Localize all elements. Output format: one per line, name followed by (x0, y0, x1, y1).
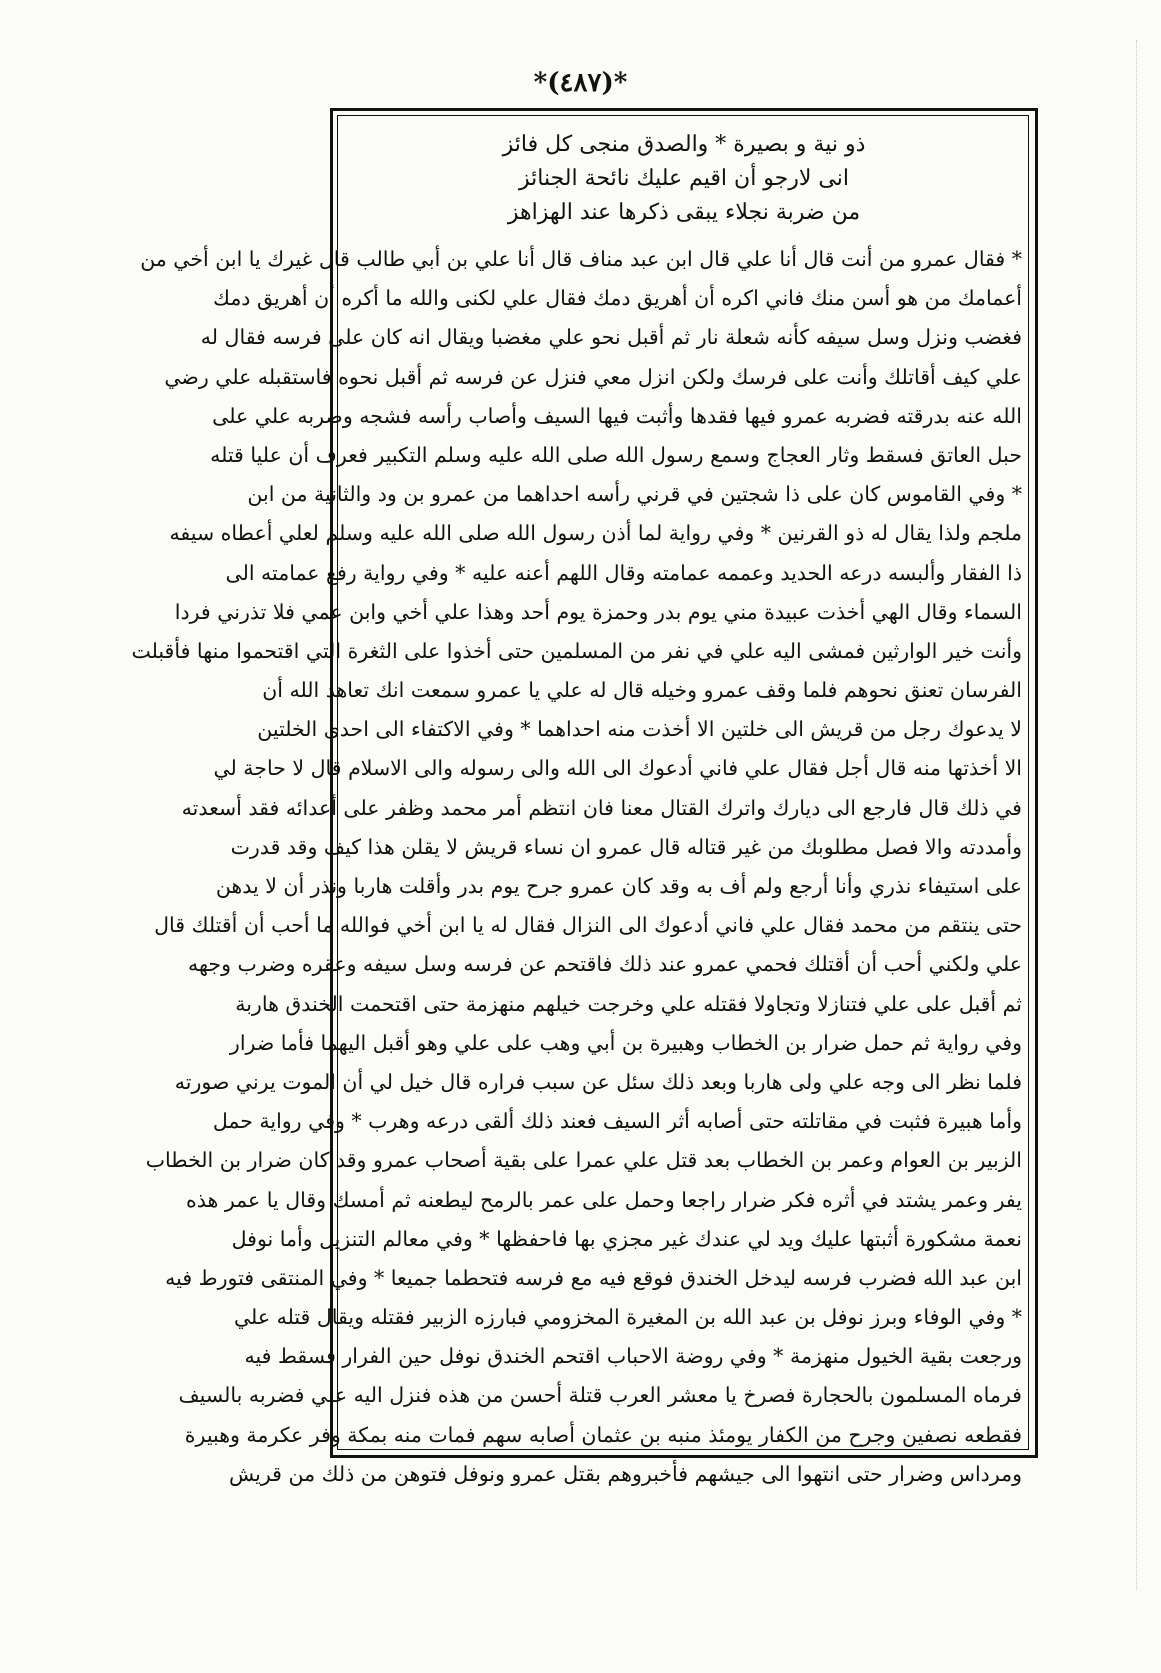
poem-block (350, 128, 1018, 230)
text-line: الفرسان تعنق نحوهم فلما وقف عمرو وخيله قال له علي يا عمرو سمعت انك تعاهد الله أن (262, 678, 1022, 703)
text-line: فقطعه نصفين وجرح من الكفار يومئذ منبه بن عثمان أصابه سهم فمات منه بمكة وفر عكرمة وهبيرة (184, 1422, 1022, 1447)
text-line: فغضب ونزل وسل سيفه كأنه شعلة نار ثم أقبل نحو علي مغضبا ويقال انه كان على فرسه فقال له (200, 325, 1022, 350)
page-number: *(٤٨٧)* (533, 68, 628, 98)
body-text (131, 240, 1022, 1494)
text-line: لا يدعوك رجل من قريش الى خلتين الا أخذت منه احداهما * وفي الاكتفاء الى احدى الخلتين (257, 717, 1022, 742)
text-line: علي ولكني أحب أن أقتلك فحمي عمرو عند ذلك فاقتحم عن فرسه وسل سيفه وعقره وضرب وجهه (187, 952, 1022, 977)
text-line: حبل العاتق فسقط وثار العجاج وسمع رسول الله صلى الله عليه وسلم التكبير فعرف أن عليا قتله (210, 442, 1022, 467)
text-line: فرماه المسلمون بالحجارة فصرخ يا معشر العرب قتلة أحسن من هذه فنزل اليه علي فضربه بالسيف (178, 1383, 1022, 1408)
text-line: أعمامك من هو أسن منك فاني اكره أن أهريق دمك فقال علي لكنى والله ما أكره أن أهريق دمك (213, 286, 1022, 311)
text-line: وأما هبيرة فثبت في مقاتلته حتى أصابه أثر السيف فعند ذلك ألقى درعه وهرب * وفي رواية حمل (212, 1109, 1022, 1134)
text-line: وفي رواية ثم حمل ضرار بن الخطاب وهبيرة بن أبي وهب على علي وهو أقبل اليهما فأما ضرار (229, 1030, 1022, 1055)
page-edge-marks (1134, 40, 1137, 1590)
text-line: ومرداس وضرار حتى انتهوا الى جيشهم فأخبروهم بقتل عمرو ونوفل فتوهن من ذلك من قريش (229, 1461, 1022, 1486)
text-line: وأمددته والا فصل مطلوبك من غير قتاله قال عمرو ان نساء قريش لا يقلن هذا كيف وقد قدرت (230, 834, 1022, 859)
text-line: السماء وقال الهي أخذت عبيدة مني يوم بدر وحمزة يوم أحد وهذا علي أخي وابن عمي فلا تذرني فردا (174, 599, 1022, 624)
text-line: ملجم ولذا يقال له ذو القرنين * وفي رواية لما أذن رسول الله صلى الله عليه وسلم لعلي أعطاه سيفه (169, 521, 1022, 546)
text-line: ورجعت بقية الخيول منهزمة * وفي روضة الاحباب اقتحم الخندق نوفل حين الفرار فسقط فيه (244, 1344, 1022, 1369)
poem-line: انى لارجو أن اقيم عليك نائحة الجنائز (519, 166, 849, 191)
text-line: علي كيف أقاتلك وأنت على فرسك ولكن انزل معي فنزل عن فرسه ثم أقبل نحوه فاستقبله علي رضي (164, 364, 1022, 389)
text-line: في ذلك قال فارجع الى ديارك واترك القتال معنا فان انتظم أمر محمد وظفر على أعدائه فقد أسعدته (181, 795, 1022, 820)
text-line: الا أخذتها منه قال أجل فقال علي فاني أدعوك الى الله والى رسوله والى الاسلام قال لا حاجة لي (213, 756, 1022, 781)
text-line: الزبير بن العوام وعمر بن الخطاب بعد قتل علي عمرا على بقية أصحاب عمرو وقد كان ضرار بن الخطاب (145, 1148, 1022, 1173)
text-line: ابن عبد الله فضرب فرسه ليدخل الخندق فوقع فيه مع فرسه فتحطما جميعا * وفي المنتقى فتورط فيه (165, 1265, 1022, 1290)
text-line: وأنت خير الوارثين فمشى اليه علي في نفر من المسلمين حتى أخذوا على الثغرة التي اقتحموا منها فأقبلت (131, 638, 1022, 663)
text-line: فلما نظر الى وجه علي ولى هاربا وبعد ذلك سئل عن سبب فراره قال خيل لي أن الموت يرني صورته (174, 1069, 1022, 1094)
text-line: * وفي القاموس كان على ذا شجتين في قرني رأسه احداهما من عمرو بن ود والثانية من ابن (247, 482, 1022, 507)
text-line: ثم أقبل على علي فتنازلا وتجاولا فقتله علي وخرجت خيلهم منهزمة حتى اقتحمت الخندق هاربة (235, 991, 1022, 1016)
text-line: * وفي الوفاء وبرز نوفل بن عبد الله بن المغيرة المخزومي فبارزه الزبير فقتله ويقال قتله علي (233, 1305, 1022, 1330)
text-line: نعمة مشكورة أثبتها عليك ويد لي عندك غير مجزي بها فاحفظها * وفي معالم التنزيل وأما نوفل (231, 1226, 1022, 1251)
poem-line: من ضربة نجلاء يبقى ذكرها عند الهزاهز (507, 200, 861, 225)
text-line: الله عنه بدرقته فضربه عمرو فيها فقدها وأثبت فيها السيف وأصاب رأسه فشجه وضربه علي على (212, 403, 1022, 428)
text-line: حتى ينتقم من محمد فقال علي فاني أدعوك الى النزال فقال له يا ابن أخي فوالله ما أحب أن أقتلك قال (154, 913, 1022, 938)
poem-line: ذو نية و بصيرة * والصدق منجى كل فائز (502, 132, 866, 157)
text-line: على استيفاء نذري وأنا أرجع ولم أف به وقد كان عمرو جرح يوم بدر وأقلت هاربا ونذر أن لا يدهن (215, 874, 1022, 898)
text-line: * فقال عمرو من أنت قال أنا علي قال ابن عبد مناف قال أنا علي بن أبي طالب قال غيرك يا ابن أخي من (140, 247, 1022, 271)
text-line: يفر وعمر يشتد في أثره فكر ضرار راجعا وحمل على عمر بالرمح ليطعنه ثم أمسك وقال يا عمر هذه (186, 1187, 1022, 1212)
text-line: ذا الفقار وألبسه درعه الحديد وعممه عمامته وقال اللهم أعنه عليه * وفي رواية رفع عمامته الى (225, 560, 1022, 585)
